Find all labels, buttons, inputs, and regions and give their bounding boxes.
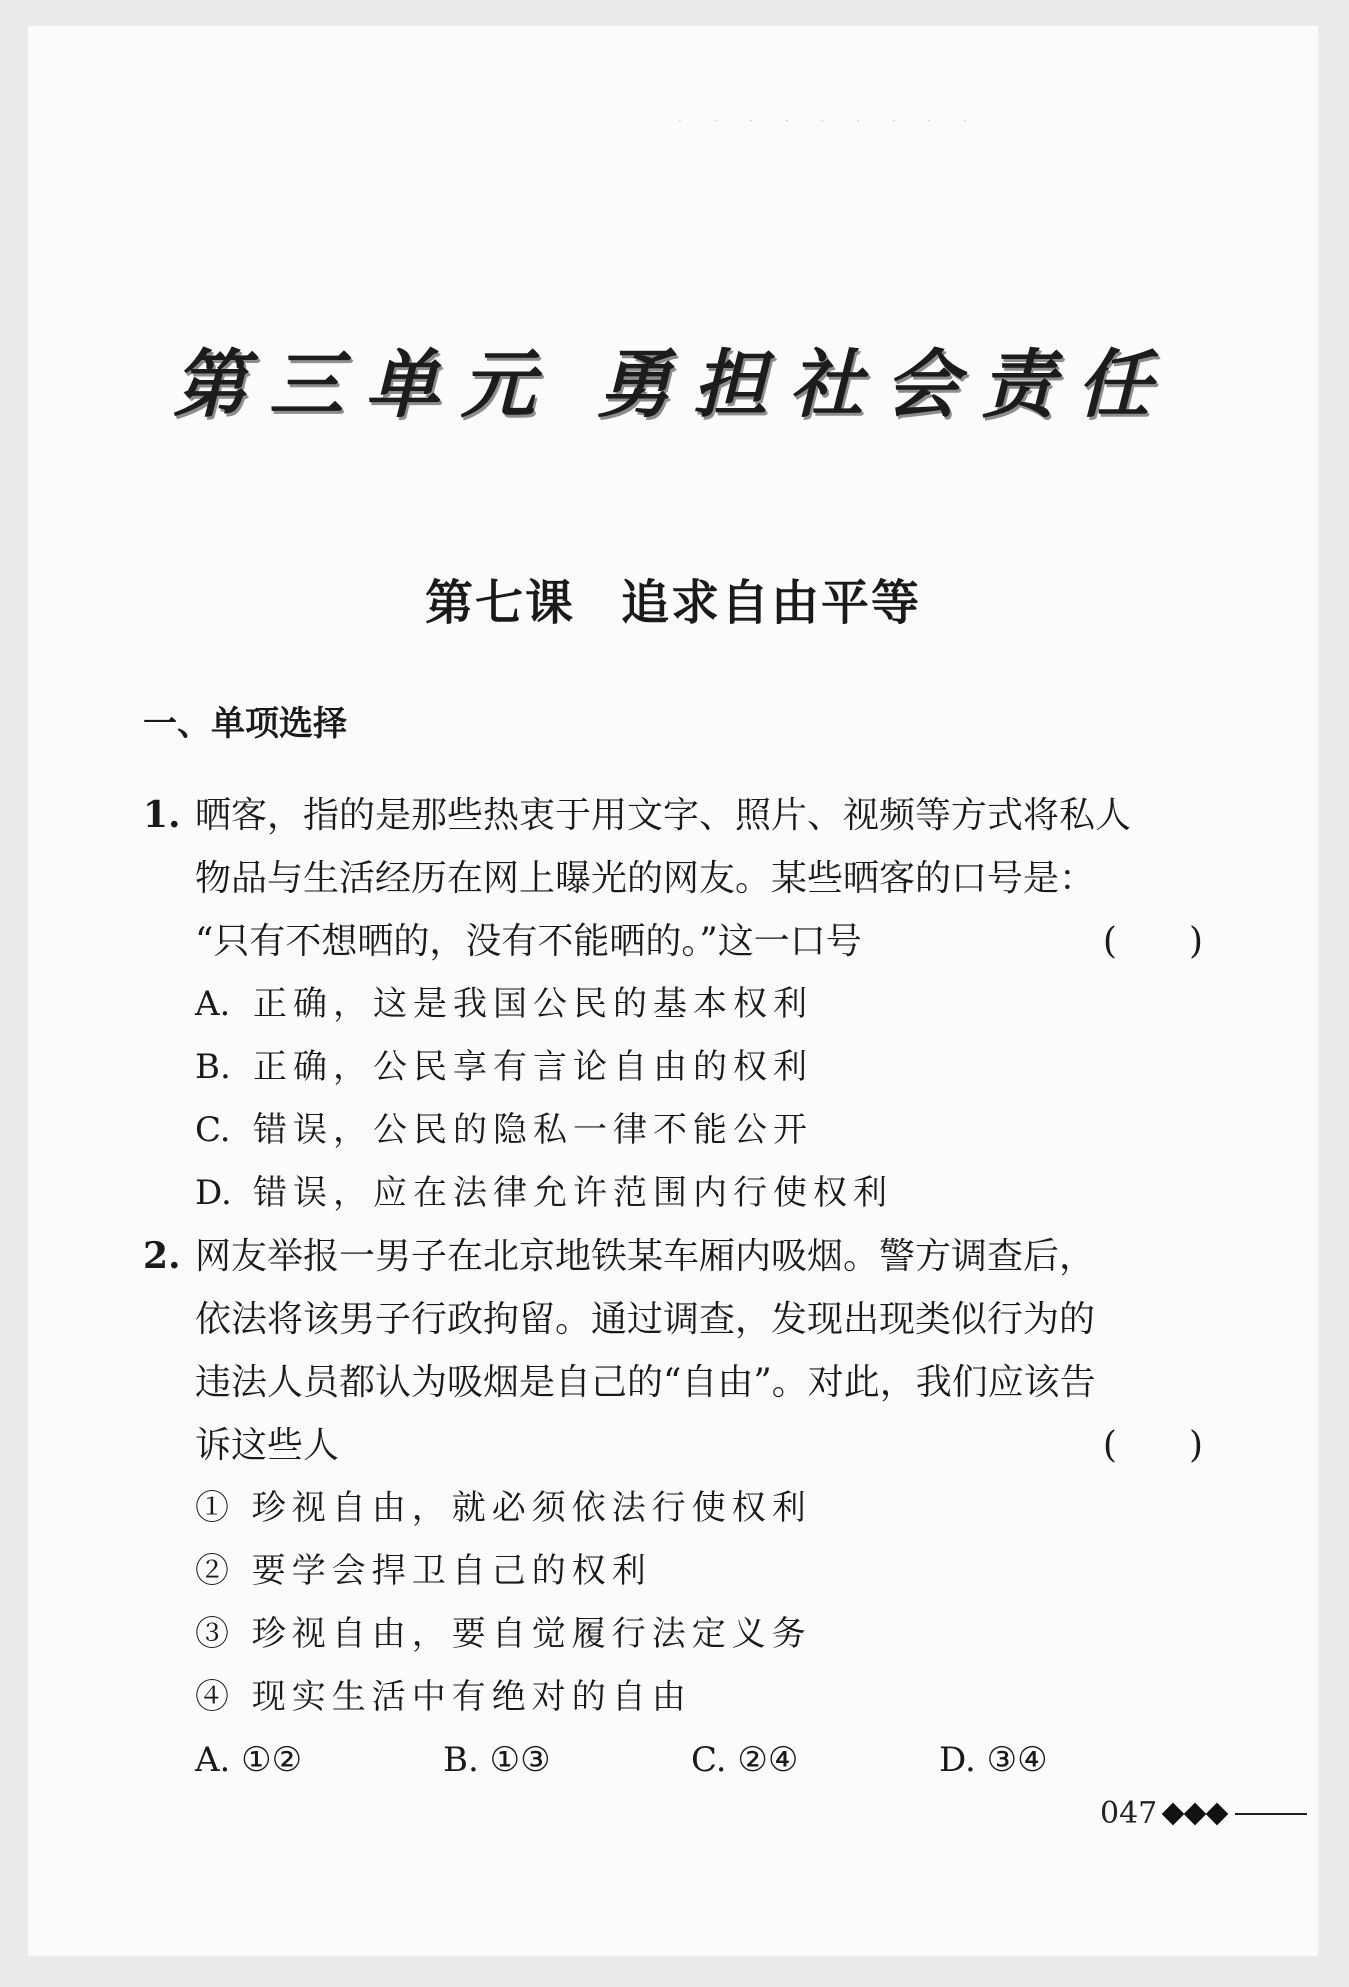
- question-text: 违法人员都认为吸烟是自己的“自由”。对此，我们应该告: [195, 1362, 1096, 1403]
- unit-title: [28, 326, 1318, 432]
- question-line: [143, 847, 1203, 910]
- page-footer: [1100, 1796, 1307, 1831]
- choice-c: C. ②④: [691, 1740, 799, 1780]
- option-a: A. 正确，这是我国公民的基本权利: [195, 984, 813, 1024]
- question-number: 1.: [143, 794, 181, 836]
- question-text: 依法将该男子行政拘留。通过调查，发现出现类似行为的: [195, 1299, 1096, 1340]
- question-number: 2.: [143, 1235, 181, 1277]
- diamond-ornament-icon: [1165, 1806, 1231, 1822]
- choice-a: A. ①②: [195, 1740, 303, 1780]
- statement-4: ④ 现实生活中有绝对的自由: [195, 1677, 692, 1717]
- option-line: [143, 1099, 1203, 1162]
- answer-blank: ( ): [1102, 921, 1203, 962]
- question-line: [143, 910, 1203, 973]
- question-text: “只有不想晒的，没有不能晒的。”这一口号: [195, 921, 862, 962]
- unit-title-part2: 勇担社会责任: [597, 342, 1173, 428]
- option-line: [143, 1036, 1203, 1099]
- choice-d: D. ③④: [939, 1740, 1048, 1780]
- statement-2: ② 要学会捍卫自己的权利: [195, 1551, 652, 1591]
- section-title: 一、单项选择: [143, 704, 347, 744]
- statement-line: [143, 1540, 1203, 1603]
- lesson-title-part1: 第七课: [424, 575, 575, 631]
- statement-line: [143, 1477, 1203, 1540]
- statement-1: ① 珍视自由，就必须依法行使权利: [195, 1488, 812, 1528]
- lesson-title-part2: 追求自由平等: [621, 575, 922, 631]
- option-d: D. 错误，应在法律允许范围内行使权利: [195, 1173, 893, 1213]
- question-line: [143, 784, 1203, 847]
- question-line: [143, 1351, 1203, 1414]
- lesson-title: [28, 564, 1318, 633]
- statement-line: [143, 1666, 1203, 1729]
- option-c: C. 错误，公民的隐私一律不能公开: [195, 1110, 813, 1150]
- choices-line: [143, 1729, 1203, 1792]
- option-line: [143, 1162, 1203, 1225]
- question-text: 晒客，指的是那些热衷于用文字、照片、视频等方式将私人: [195, 795, 1132, 836]
- question-2: [143, 1225, 1203, 1792]
- page: [28, 26, 1318, 1956]
- question-text: 诉这些人: [195, 1425, 340, 1466]
- option-b: B. 正确，公民享有言论自由的权利: [195, 1047, 813, 1087]
- unit-title-part1: 第三单元: [173, 342, 557, 428]
- question-text: 网友举报一男子在北京地铁某车厢内吸烟。警方调查后，: [195, 1236, 1096, 1277]
- statement-line: [143, 1603, 1203, 1666]
- option-line: [143, 973, 1203, 1036]
- footer-rule: [1235, 1813, 1307, 1815]
- choice-b: B. ①③: [443, 1740, 551, 1780]
- answer-blank: ( ): [1102, 1425, 1203, 1466]
- question-line: [143, 1288, 1203, 1351]
- page-number: 047: [1100, 1796, 1158, 1831]
- header-specks: · · · · · · · · ·: [678, 114, 981, 128]
- question-1: [143, 784, 1203, 1225]
- question-text: 物品与生活经历在网上曝光的网友。某些晒客的口号是：: [195, 858, 1096, 899]
- question-line: [143, 1414, 1203, 1477]
- statement-3: ③ 珍视自由，要自觉履行法定义务: [195, 1614, 812, 1654]
- question-line: [143, 1225, 1203, 1288]
